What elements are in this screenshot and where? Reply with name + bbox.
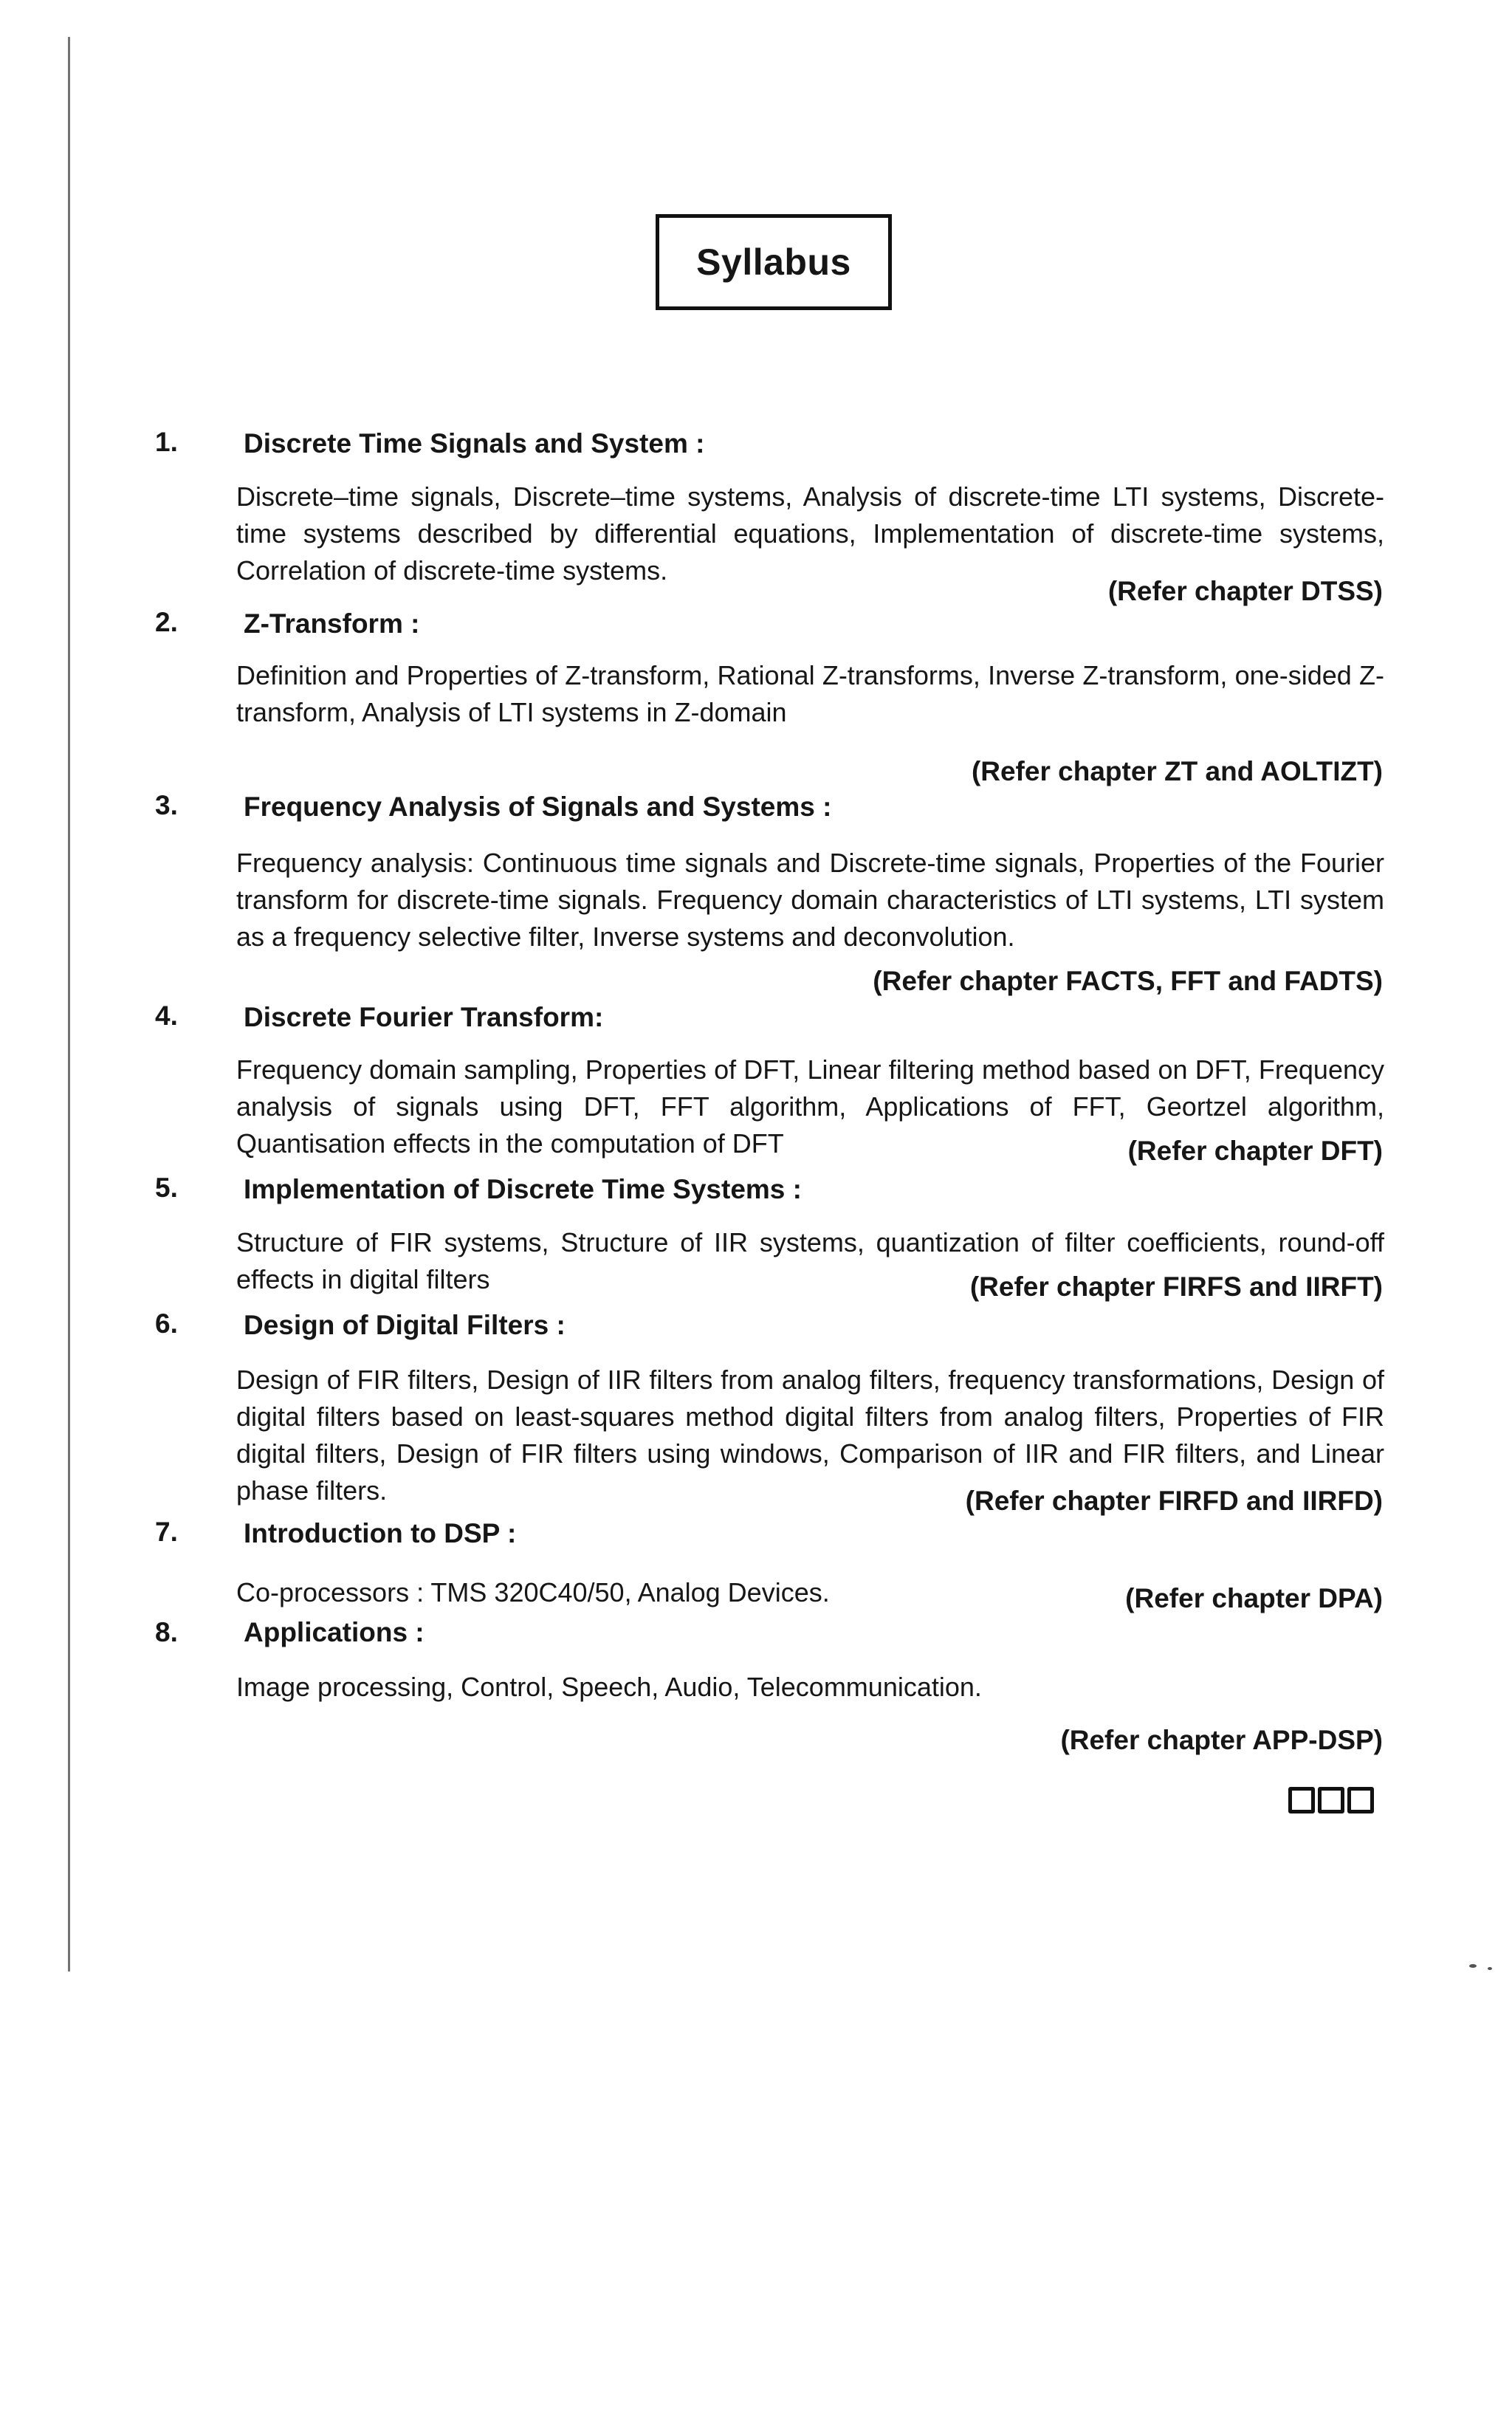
scan-speck [1469,1964,1477,1968]
section-heading: Frequency Analysis of Signals and Systems : [244,792,832,822]
section-heading: Design of Digital Filters : [244,1310,566,1340]
section-body: Definition and Properties of Z-transform, Rational Z-transforms, Inverse Z-transform, one-sided Z-transform, Analysis of LTI systems in Z-domain [236,660,1384,727]
chapter-reference: (Refer chapter DPA) [1125,1583,1383,1613]
section-body: Image processing, Control, Speech, Audio, Telecommunication. [236,1672,982,1702]
chapter-reference: (Refer chapter APP-DSP) [1060,1725,1383,1755]
chapter-reference: (Refer chapter ZT and AOLTIZT) [971,756,1383,786]
section-number: 5. [155,1173,178,1203]
section-heading: Discrete Time Signals and System : [244,428,705,459]
end-square-icon [1318,1787,1344,1813]
end-of-section-marks [1288,1787,1374,1813]
chapter-reference: (Refer chapter DTSS) [1107,576,1383,606]
section-number: 1. [155,427,178,457]
section-number: 6. [155,1308,178,1339]
chapter-reference: (Refer chapter DFT) [1127,1136,1383,1166]
section-body: Co-processors : TMS 320C40/50, Analog Devices. [236,1577,830,1607]
chapter-reference: (Refer chapter FIRFD and IIRFD) [965,1486,1383,1516]
title-box [656,214,892,310]
chapter-reference: (Refer chapter FACTS, FFT and FADTS) [873,966,1383,996]
section-number: 7. [155,1517,178,1547]
section-heading: Implementation of Discrete Time Systems : [244,1174,802,1204]
page-title: Syllabus [696,241,851,283]
section-body: Discrete–time signals, Discrete–time systems, Analysis of discrete-time LTI systems, Discrete-time systems described by differential equations, Implementation of discrete-time systems, Correlation of discrete-time systems. [236,481,1384,586]
section-body: Frequency analysis: Continuous time signals and Discrete-time signals, Properties of the Fourier transform for discrete-time signals. Frequency domain characteristics of LTI systems, LTI system as a frequency selective filter, Inverse systems and deconvolution. [236,848,1384,952]
section-heading: Z-Transform : [244,608,420,639]
section-body: Design of FIR filters, Design of IIR filters from analog filters, frequency transformations, Design of digital filters based on least-squares method digital filters from analog filters, Properties of FIR digital filters, Design of FIR filters using windows, Comparison of IIR and FIR filters, and Linear phase filters. [236,1365,1384,1506]
end-square-icon [1288,1787,1315,1813]
section-number: 2. [155,607,178,637]
section-heading: Applications : [244,1617,425,1647]
section-heading: Introduction to DSP : [244,1518,517,1548]
end-square-icon [1347,1787,1374,1813]
section-number: 8. [155,1617,178,1647]
section-number: 3. [155,790,178,820]
scan-speck [1488,1967,1492,1970]
chapter-reference: (Refer chapter FIRFS and IIRFT) [969,1272,1383,1302]
section-body: Frequency domain sampling, Properties of DFT, Linear filtering method based on DFT, Frequency analysis of signals using DFT, FFT algorithm, Applications of FFT, Geortzel algorithm, Quantisation effects in the computation of DFT [236,1054,1384,1159]
binding-edge-line [68,37,70,1972]
section-body: Structure of FIR systems, Structure of IIR systems, quantization of filter coefficients, round-off effects in digital filters [236,1227,1384,1294]
section-heading: Discrete Fourier Transform: [244,1002,604,1032]
section-number: 4. [155,1001,178,1031]
